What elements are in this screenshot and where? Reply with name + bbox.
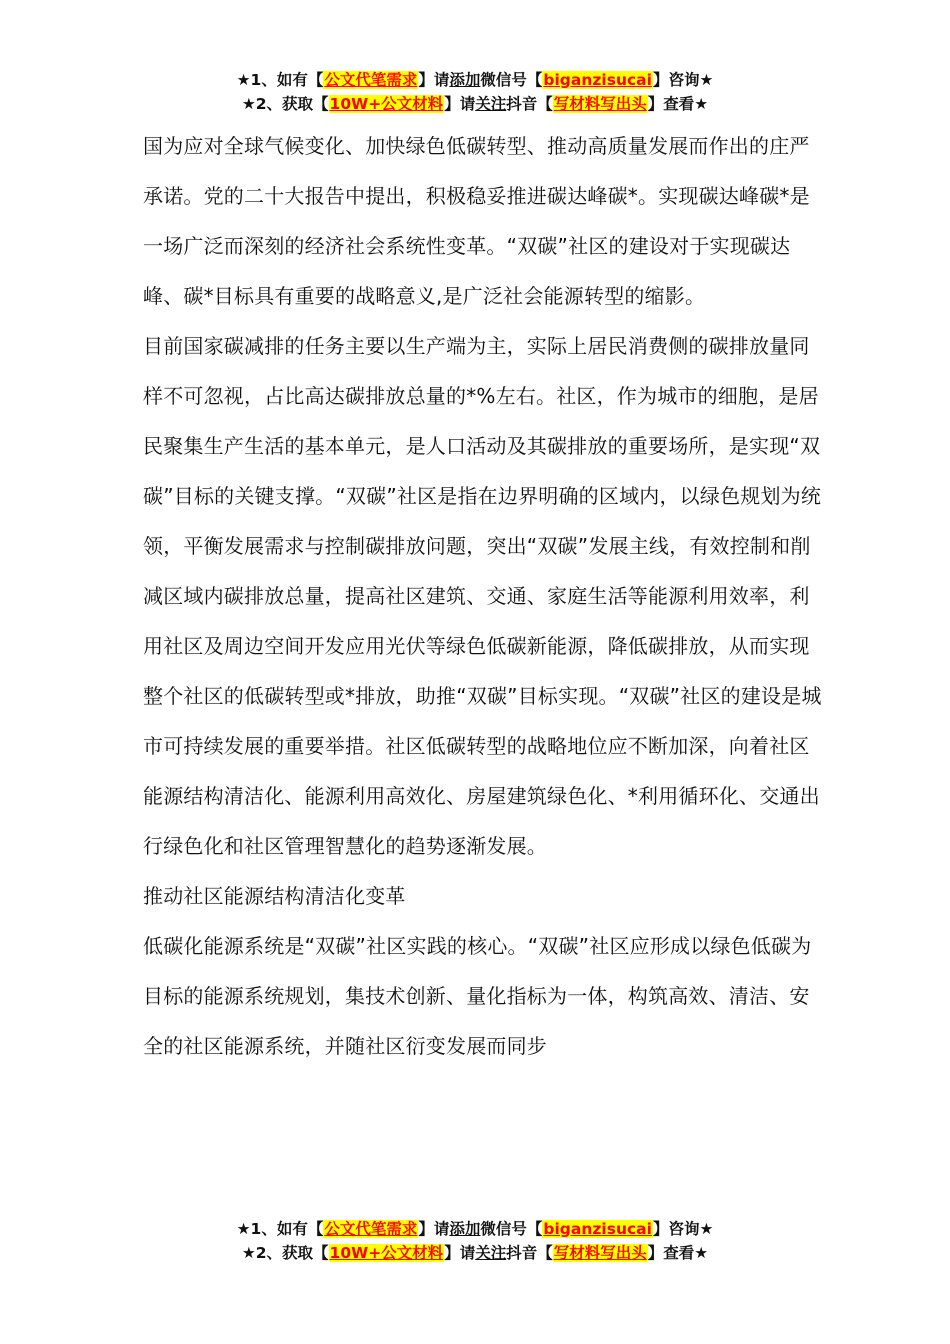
highlight-wechat-id: biganzisucai (543, 1220, 652, 1238)
banner-text: 】请 (418, 1220, 450, 1238)
banner-line-1 (0, 1217, 950, 1241)
paragraph: 国为应对全球气候变化、加快绿色低碳转型、推动高质量发展而作出的庄严承诺。党的二十大报告中提出，积极稳妥推进碳达峰碳*。实现碳达峰碳*是一场广泛而深刻的经济社会系统性变革。“双碳”社区的建设对于实现碳达峰、碳*目标具有重要的战略意义,是广泛社会能源转型的缩影。 (143, 134, 810, 308)
banner-text: ★1、如有【 (236, 1220, 324, 1238)
banner-line-1 (0, 68, 950, 92)
banner-text: 微信号【 (480, 71, 543, 89)
banner-text: 】咨询★ (652, 71, 714, 89)
highlight-wechat-id: biganzisucai (543, 71, 652, 89)
banner-text: 】咨询★ (652, 1220, 714, 1238)
banner-text: 】请 (444, 1244, 476, 1262)
banner-text: ★2、获取【 (241, 95, 329, 113)
banner-text: 关注 (475, 95, 507, 113)
header-banner (0, 68, 950, 116)
banner-text: 关注 (475, 1244, 507, 1262)
banner-text: 微信号【 (480, 1220, 543, 1238)
banner-text: 添加 (449, 71, 481, 89)
highlight-service: 公文代笔需求 (324, 1220, 418, 1238)
banner-text: 】请 (444, 95, 476, 113)
banner-text: 】请 (418, 71, 450, 89)
highlight-materials: 10W+公文材料 (329, 1244, 444, 1262)
document-body (143, 121, 823, 1071)
paragraph: 目前国家碳减排的任务主要以生产端为主，实际上居民消费侧的碳排放量同样不可忽视，占比高达碳排放总量的*%左右。社区，作为城市的细胞，是居民聚集生产生活的基本单元，是人口活动及其碳排放的重要场所，是实现“双碳”目标的关键支撑。“双碳”社区是指在边界明确的区域内，以绿色规划为统领，平衡发展需求与控制碳排放问题，突出“双碳”发展主线，有效控制和削减区域内碳排放总量，提高社区建筑、交通、家庭生活等能源利用效率，利用社区及周边空间开发应用光伏等绿色低碳新能源，降低碳排放，从而实现整个社区的低碳转型或*排放，助推“双碳”目标实现。“双碳”社区的建设是城市可持续发展的重要举措。社区低碳转型的战略地位应不断加深，向着社区能源结构清洁化、能源利用高效化、房屋建筑绿色化、*利用循环化、交通出行绿色化和社区管理智慧化的趋势逐渐发展。 (143, 334, 822, 858)
paragraph: 低碳化能源系统是“双碳”社区实践的核心。“双碳”社区应形成以绿色低碳为目标的能源系统规划，集技术创新、量化指标为一体，构筑高效、清洁、安全的社区能源系统，并随社区衍变发展而同步 (143, 934, 812, 1058)
banner-line-2 (0, 1241, 950, 1265)
highlight-materials: 10W+公文材料 (329, 95, 444, 113)
banner-line-2 (0, 92, 950, 116)
banner-text: 】查看★ (647, 1244, 709, 1262)
section-heading: 推动社区能源结构清洁化变革 (143, 884, 406, 908)
highlight-service: 公文代笔需求 (324, 71, 418, 89)
banner-text: 添加 (449, 1220, 481, 1238)
banner-text: 】查看★ (647, 95, 709, 113)
banner-text: 抖音【 (506, 95, 553, 113)
banner-text: ★2、获取【 (241, 1244, 329, 1262)
banner-text: ★1、如有【 (236, 71, 324, 89)
highlight-douyin: 写材料写出头 (553, 1244, 647, 1262)
footer-banner (0, 1217, 950, 1265)
highlight-douyin: 写材料写出头 (553, 95, 647, 113)
banner-text: 抖音【 (506, 1244, 553, 1262)
